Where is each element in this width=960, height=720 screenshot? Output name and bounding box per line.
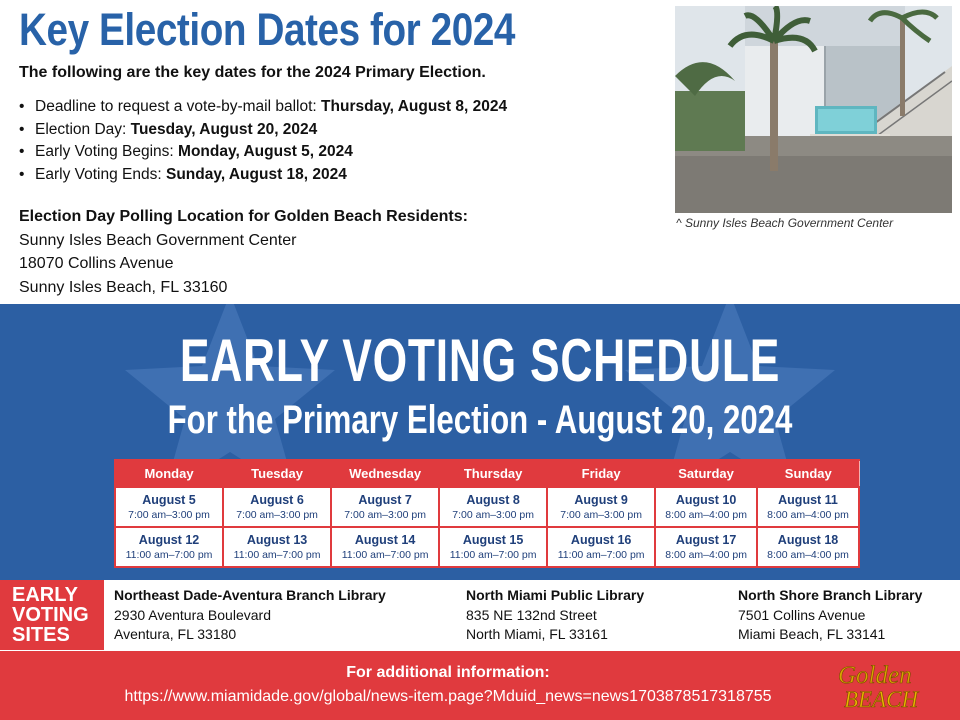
early-voting-table bbox=[114, 459, 860, 568]
cell-time: 8:00 am–4:00 pm bbox=[767, 549, 849, 561]
schedule-cell bbox=[223, 487, 331, 527]
site-city: Miami Beach, FL 33141 bbox=[738, 626, 886, 642]
schedule-cell bbox=[757, 527, 859, 567]
site-street: 2930 Aventura Boulevard bbox=[114, 606, 271, 623]
cell-date: August 5 bbox=[142, 493, 196, 507]
key-date-item: • Early Voting Ends: Sunday, August 18, 2024 bbox=[19, 166, 347, 184]
sites-label-line: VOTING bbox=[12, 604, 89, 626]
sites-label-line: SITES bbox=[12, 624, 70, 646]
day-header: Saturday bbox=[655, 460, 757, 487]
photo-caption: ^ Sunny Isles Beach Government Center bbox=[676, 216, 894, 230]
cell-time: 7:00 am–3:00 pm bbox=[452, 509, 534, 521]
early-voting-subtitle: For the Primary Election - August 20, 2024 bbox=[167, 398, 793, 442]
key-date-label: Early Voting Ends: bbox=[35, 166, 162, 184]
info-link[interactable]: https://www.miamidade.gov/global/news-item.page?Mduid_news=news1703878517318755 bbox=[124, 688, 772, 705]
cell-time: 11:00 am–7:00 pm bbox=[449, 549, 537, 561]
site-name: Northeast Dade-Aventura Branch Library bbox=[114, 587, 386, 603]
cell-date: August 7 bbox=[358, 493, 412, 507]
cell-time: 7:00 am–3:00 pm bbox=[344, 509, 426, 521]
cell-date: August 17 bbox=[675, 533, 737, 547]
logo-line-2: BEACH bbox=[844, 687, 919, 712]
site-street: 835 NE 132nd Street bbox=[466, 606, 597, 623]
cell-date: August 12 bbox=[138, 533, 200, 547]
schedule-cell bbox=[439, 527, 547, 567]
day-header: Thursday bbox=[439, 460, 547, 487]
schedule-cell bbox=[547, 527, 655, 567]
key-date-label: Deadline to request a vote-by-mail ballot: bbox=[35, 98, 317, 115]
schedule-cell bbox=[115, 527, 223, 567]
page-subtitle: The following are the key dates for the 2024 Primary Election. bbox=[19, 64, 486, 81]
key-dates-list bbox=[19, 96, 507, 187]
cell-time: 11:00 am–7:00 pm bbox=[557, 549, 645, 561]
cell-date: August 10 bbox=[675, 493, 737, 507]
cell-time: 8:00 am–4:00 pm bbox=[665, 549, 747, 561]
key-date-item: • Early Voting Begins: Monday, August 5, 2024 bbox=[19, 143, 353, 161]
key-date-value: Thursday, August 8, 2024 bbox=[321, 98, 508, 115]
cell-date: August 13 bbox=[246, 533, 308, 547]
table-header-row bbox=[115, 460, 859, 487]
site-city: North Miami, FL 33161 bbox=[466, 626, 608, 642]
key-date-item: • Election Day: Tuesday, August 20, 2024 bbox=[19, 120, 318, 138]
footer bbox=[0, 651, 960, 720]
cell-date: August 18 bbox=[777, 533, 839, 547]
cell-time: 11:00 am–7:00 pm bbox=[341, 549, 429, 561]
site-name: North Miami Public Library bbox=[466, 587, 645, 603]
schedule-cell bbox=[655, 527, 757, 567]
polling-heading: Election Day Polling Location for Golden Beach Residents: bbox=[19, 208, 468, 225]
key-date-value: Sunday, August 18, 2024 bbox=[165, 166, 347, 184]
schedule-cell bbox=[655, 487, 757, 527]
day-header: Sunday bbox=[757, 460, 859, 487]
footer-heading: For additional information: bbox=[346, 664, 550, 681]
day-header: Tuesday bbox=[223, 460, 331, 487]
page-title: Key Election Dates for 2024 bbox=[19, 4, 516, 55]
voting-site bbox=[114, 586, 386, 645]
site-city: Aventura, FL 33180 bbox=[114, 626, 237, 642]
cell-time: 7:00 am–3:00 pm bbox=[560, 509, 642, 521]
table-row bbox=[115, 487, 859, 527]
schedule-cell bbox=[115, 487, 223, 527]
early-voting-title: EARLY VOTING SCHEDULE bbox=[179, 327, 781, 394]
cell-time: 8:00 am–4:00 pm bbox=[767, 509, 849, 521]
schedule-cell bbox=[439, 487, 547, 527]
cell-date: August 15 bbox=[462, 533, 524, 547]
polling-street: 18070 Collins Avenue bbox=[19, 255, 174, 272]
key-date-label: Election Day: bbox=[35, 120, 127, 138]
schedule-cell bbox=[331, 527, 439, 567]
government-center-illustration bbox=[675, 6, 952, 213]
day-header: Wednesday bbox=[331, 460, 439, 487]
voting-site bbox=[466, 586, 644, 645]
cell-time: 7:00 am–3:00 pm bbox=[236, 509, 318, 521]
cell-date: August 8 bbox=[466, 493, 520, 507]
table-row bbox=[115, 527, 859, 567]
sites-label-line: EARLY bbox=[12, 584, 78, 606]
schedule-cell bbox=[331, 487, 439, 527]
cell-time: 8:00 am–4:00 pm bbox=[665, 509, 747, 521]
key-date-value: Tuesday, August 20, 2024 bbox=[130, 120, 318, 138]
schedule-cell bbox=[223, 527, 331, 567]
government-center-photo bbox=[675, 6, 952, 213]
cell-time: 11:00 am–7:00 pm bbox=[233, 549, 321, 561]
key-date-value: Monday, August 5, 2024 bbox=[178, 143, 353, 161]
cell-date: August 16 bbox=[570, 533, 632, 547]
logo-line-1: Golden bbox=[838, 662, 912, 689]
cell-date: August 9 bbox=[574, 493, 628, 507]
key-date-label: Early Voting Begins: bbox=[35, 143, 174, 161]
cell-time: 7:00 am–3:00 pm bbox=[128, 509, 210, 521]
site-street: 7501 Collins Avenue bbox=[738, 606, 866, 623]
golden-beach-logo bbox=[830, 657, 940, 715]
cell-time: 11:00 am–7:00 pm bbox=[125, 549, 213, 561]
day-header: Friday bbox=[547, 460, 655, 487]
key-date-item: • Deadline to request a vote-by-mail ballot: Thursday, August 8, 2024 bbox=[19, 98, 508, 115]
polling-name: Sunny Isles Beach Government Center bbox=[19, 231, 297, 249]
voting-site bbox=[738, 586, 922, 645]
polling-city: Sunny Isles Beach, FL 33160 bbox=[19, 278, 228, 296]
polling-location bbox=[19, 205, 468, 299]
cell-date: August 14 bbox=[354, 533, 416, 547]
day-header: Monday bbox=[115, 460, 223, 487]
schedule-cell bbox=[547, 487, 655, 527]
site-name: North Shore Branch Library bbox=[738, 587, 923, 603]
cell-date: August 11 bbox=[778, 493, 838, 507]
schedule-cell bbox=[757, 487, 859, 527]
early-voting-sites-label bbox=[0, 580, 104, 650]
cell-date: August 6 bbox=[250, 493, 304, 507]
